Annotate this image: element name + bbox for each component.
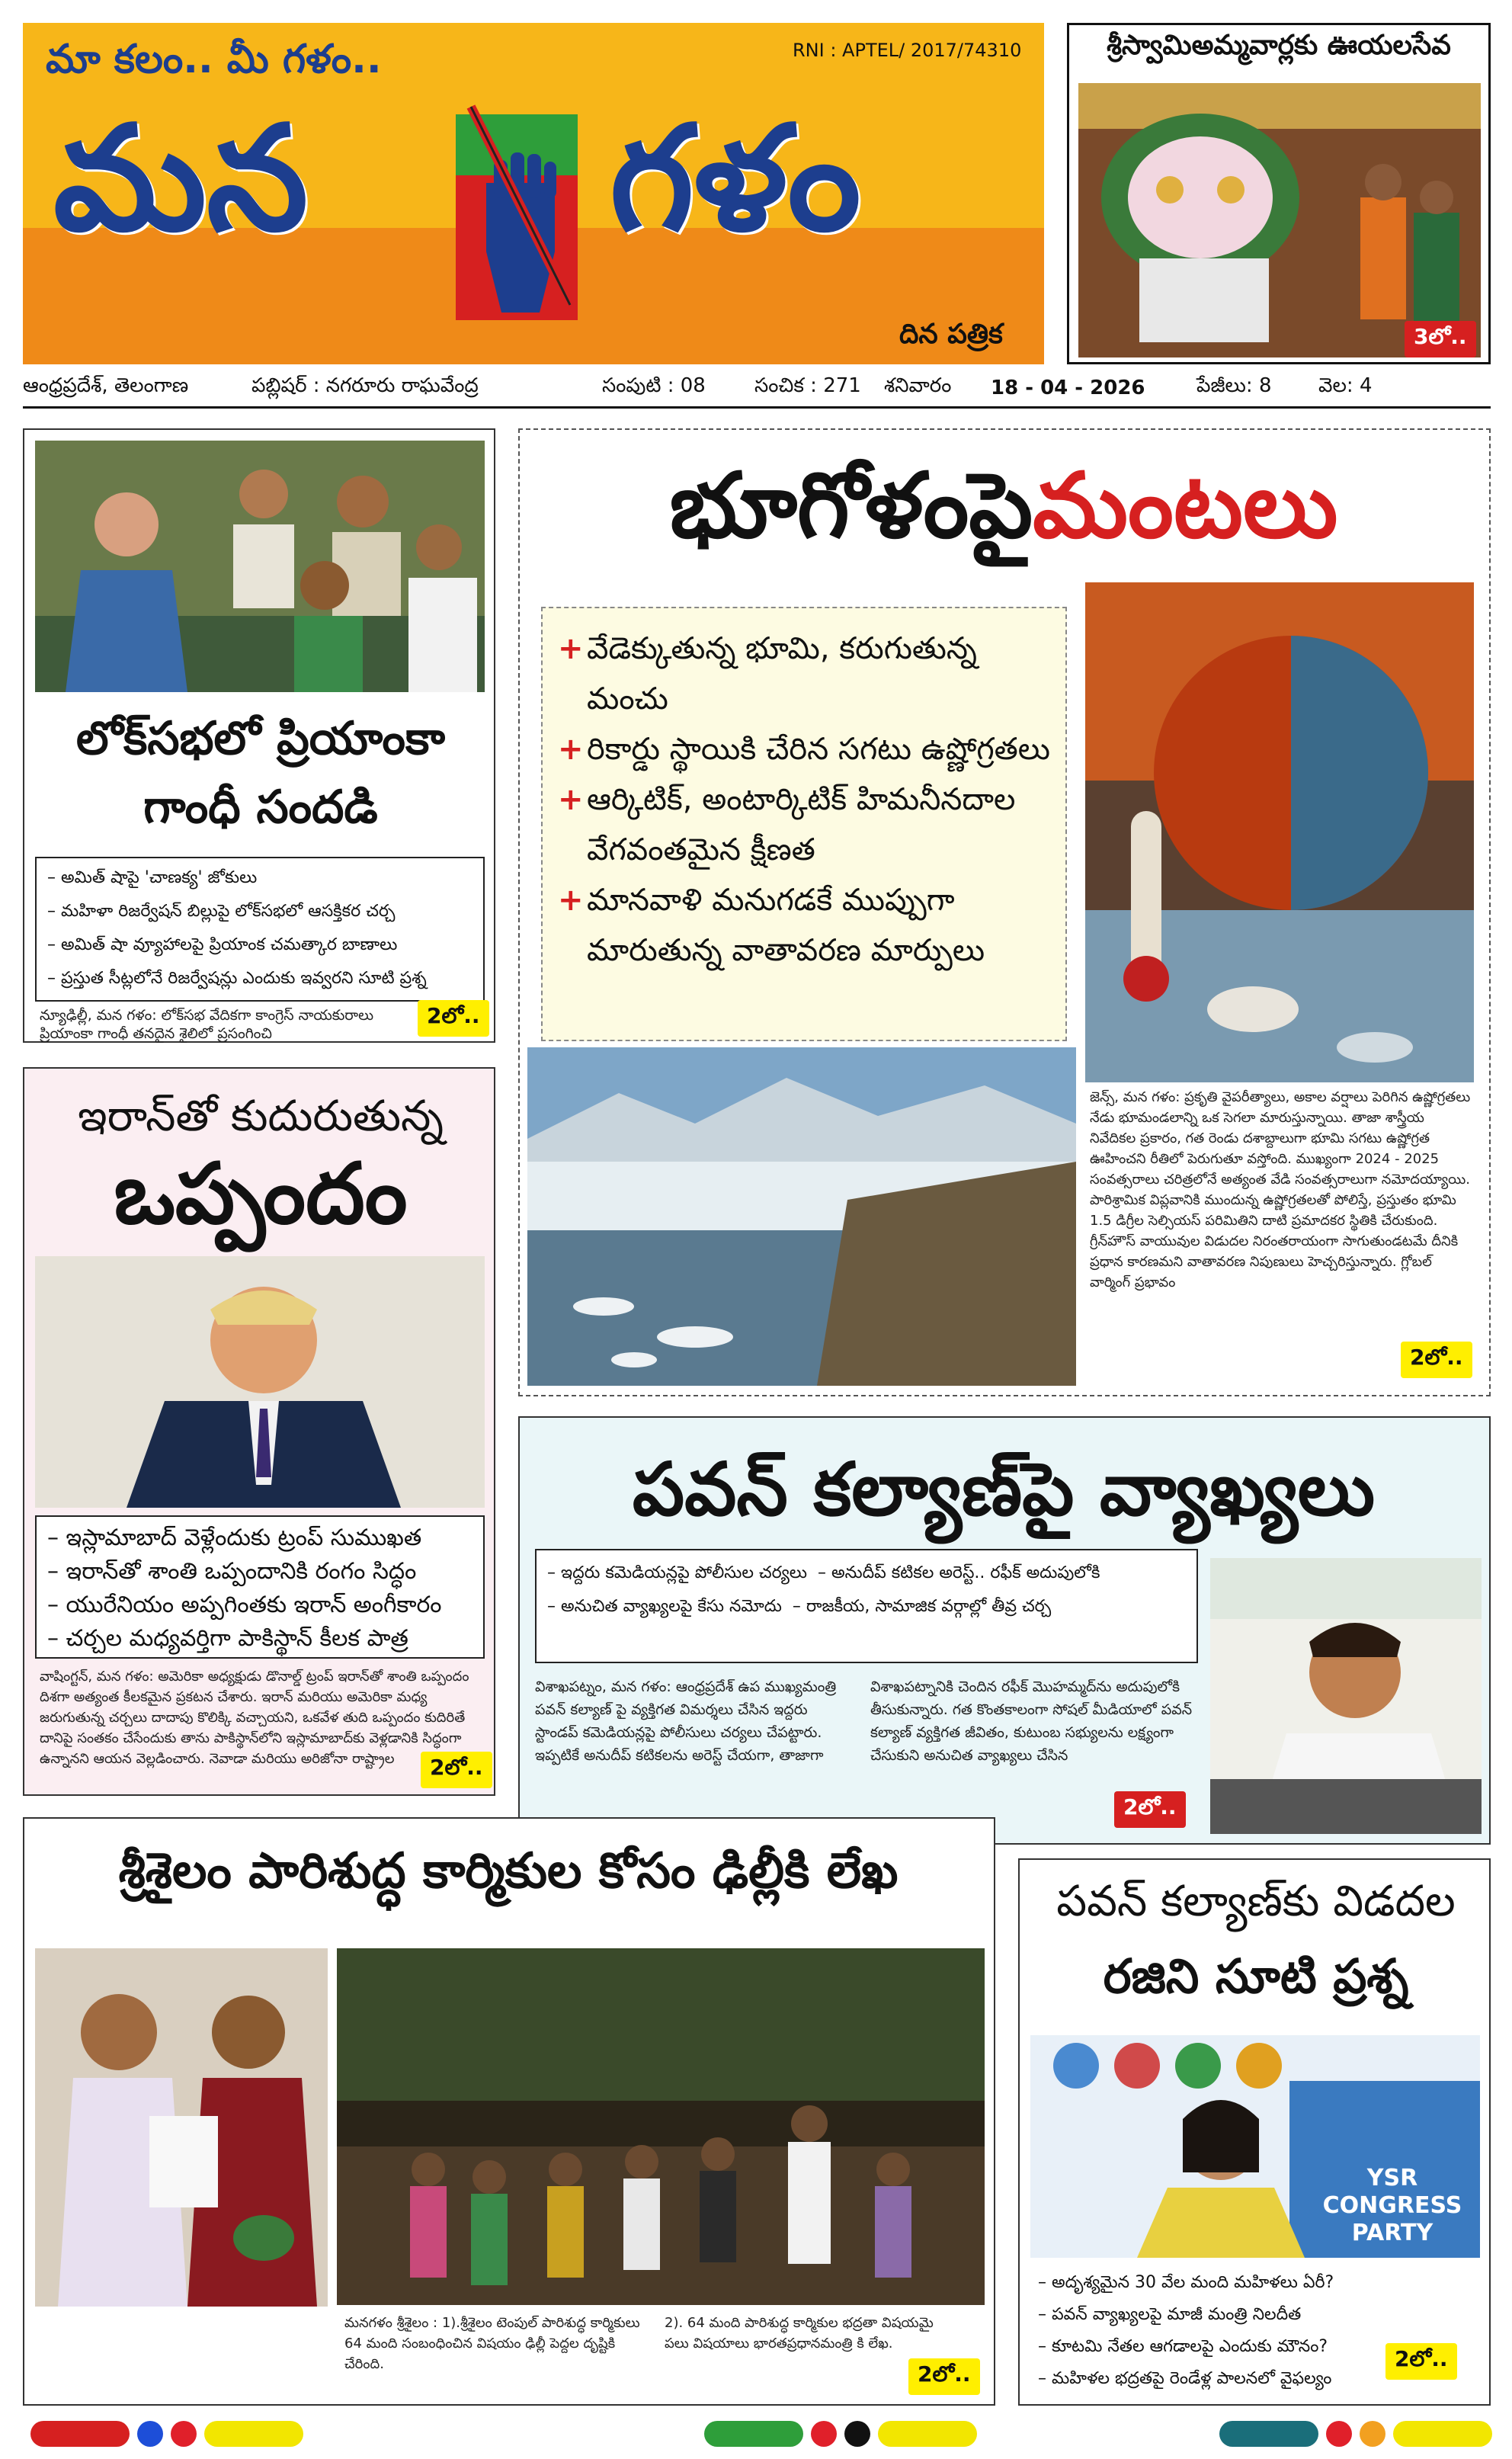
srisailam-headline[interactable]: శ్రీశైలం పారిశుద్ధ కార్మికుల కోసం ఢిల్లీకి లేఖ: [118, 1843, 899, 1900]
bullet: – పవన్ వ్యాఖ్యలపై మాజీ మంత్రి నిలదీత: [1038, 2299, 1480, 2331]
color-dot: [1360, 2421, 1385, 2447]
climate-body: జెన్స్, మన గళం: ప్రకృతి వైపరీత్యాలు, అకాల వర్షాలు పెరిగిన ఉష్ణోగ్రతలు నేడు భూమండలాన్ని ఒక సెగలా మారుస్తున్నాయి. తాజా శాస్త్రీయ నివేదికల ప్రకారం, గత రెండు దశాబ్దాలుగా భూమి సగటు ఉష్ణోగ్రత ఊహించని రీతిలో పెరుగుతూ వస్తోంది. ముఖ్యంగా 2024 - 2025 సంవత్సరాలు చరిత్రలోనే అత్యంత వేడి సంవత్సరాలుగా నమోదయ్యాయి. పారిశ్రామిక విప్లవానికి ముందున్న ఉష్ణోగ్రతలతో పోలిస్తే, ప్రస్తుతం భూమి 1.5 డిగ్రీల సెల్సియస్ పరిమితిని దాటి ప్రమాదకర స్థితికి చేరుకుంది. గ్రీన్‌హౌస్ వాయువుల విడుదల నిరంతరాయంగా సాగుతుండటమే దీనికి ప్రధాన కారణమని వాతావరణ నిపుణులు హెచ్చరిస్తున్నారు. గ్లోబల్ వార్మింగ్ ప్రభావం: [1090, 1089, 1471, 1290]
pawan-remarks-page-ref[interactable]: 2లో..: [1114, 1791, 1186, 1828]
story-priyanka[interactable]: [23, 428, 495, 1043]
bullet: – ఇస్లామాబాద్ వెళ్లేందుకు ట్రంప్ సుముఖత: [47, 1521, 472, 1555]
rni-number: RNI : APTEL/ 2017/74310: [793, 40, 1022, 61]
color-dot: [1326, 2421, 1352, 2447]
bullet: – యురేనియం అప్పగింతకు ఇరాన్ అంగీకారం: [47, 1589, 472, 1622]
info-day: శనివారం: [884, 373, 952, 397]
story-iran[interactable]: [23, 1067, 495, 1796]
footer-color-strip-right: [1219, 2421, 1492, 2447]
bullet: – అమిత్ షా వ్యూహాలపై ప్రియాంక చమత్కార బాణాలు: [47, 928, 472, 962]
story-pawan-remarks[interactable]: [518, 1416, 1491, 1845]
climate-bullet: + వేడెక్కుతున్న భూమి, కరుగుతున్న మంచు: [558, 631, 977, 717]
promo-title: శ్రీస్వామిఅమ్మవార్లకు ఊయలసేవ: [1107, 30, 1451, 61]
pawan-remarks-bullets: [535, 1549, 1198, 1663]
masthead-title-right: గళం: [610, 95, 861, 263]
climate-bullet: + రికార్డు స్థాయికి చేరిన సగటు ఉష్ణోగ్రతలు: [558, 732, 1050, 767]
bullet: – అనుచిత వ్యాఖ్యలపై కేసు నమోదు – రాజకీయ, సామాజిక వర్గాల్లో తీవ్ర చర్చ: [547, 1597, 1052, 1616]
info-date: 18 - 04 - 2026: [991, 376, 1145, 399]
story-climate[interactable]: [518, 428, 1491, 1396]
color-chip: [1219, 2421, 1318, 2447]
srisailam-caption-right: 2). 64 మంది పారిశుద్ధ కార్మికుల భద్రతా విషయమై పలు విషయాలు భారతప్రధానమంత్రి కి లేఖ.: [665, 2315, 934, 2352]
pawan-remarks-body-col1: విశాఖపట్నం, మన గళం: ఆంధ్రప్రదేశ్ ఉప ముఖ్యమంత్రి పవన్ కల్యాణ్ పై వ్యక్తిగత విమర్శలు చేసిన ఇద్దరు స్టాండప్ కమెడియన్లపై పోలీసులు చర్యలు చేపట్టారు. ఇప్పటికే అనుదీప్ కటికలను అరెస్ట్ చేయగా, తాజాగా: [535, 1678, 837, 1764]
pawan-remarks-headline[interactable]: పవన్ కల్యాణ్‌పై వ్యాఖ్యలు: [632, 1447, 1376, 1532]
iran-headline-line1[interactable]: ఇరాన్‌తో కుదురుతున్న: [78, 1092, 444, 1141]
info-states: ఆంధ్రప్రదేశ్, తెలంగాణ: [23, 373, 189, 397]
climate-headline-part2: మంటలు: [1033, 453, 1338, 558]
color-dot: [137, 2421, 163, 2447]
rajini-headline-line2[interactable]: రజిని సూటి ప్రశ్న: [1103, 1948, 1409, 2004]
iran-headline-line2[interactable]: ఒప్పందం: [114, 1145, 408, 1242]
earth-fire-ice-illustration: [1085, 582, 1474, 1082]
masthead-subtitle: దిన పత్రిక: [899, 319, 1003, 350]
color-chip: [30, 2421, 130, 2447]
trump-photo: [35, 1256, 485, 1508]
climate-bullet: + మానవాళి మనుగడకే ముప్పుగా మారుతున్న వాతావరణ మార్పులు: [558, 883, 985, 968]
masthead-tagline: మా కలం.. మీ గళం..: [46, 37, 382, 82]
promo-photo: [1078, 83, 1481, 357]
climate-headline-part1: భూగోళంపై: [669, 453, 1033, 558]
fist-pen-logo: [440, 99, 593, 328]
footer-color-strip-center: [704, 2421, 977, 2447]
rajini-headline-line1[interactable]: పవన్ కల్యాణ్‌కు విడదల: [1056, 1877, 1456, 1926]
color-chip: [704, 2421, 803, 2447]
priyanka-photo: [35, 441, 485, 692]
rajini-page-ref[interactable]: 2లో..: [1385, 2343, 1457, 2380]
priyanka-page-ref[interactable]: 2లో..: [418, 1000, 489, 1037]
color-chip: [204, 2421, 303, 2447]
climate-headline[interactable]: [535, 453, 1472, 558]
color-chip: [878, 2421, 977, 2447]
story-srisailam[interactable]: [23, 1817, 995, 2406]
footer-color-strip-left: [30, 2421, 303, 2447]
letter-handover-photo: [35, 1948, 328, 2307]
srisailam-page-ref[interactable]: 2లో..: [908, 2358, 980, 2395]
info-price: వెల: 4: [1318, 373, 1373, 397]
bullet: – ప్రస్తుత సీట్లలోనే రిజర్వేషన్లు ఎందుకు ఇవ్వరని సూటి ప్రశ్న: [47, 962, 472, 995]
promo-box[interactable]: [1067, 23, 1491, 364]
info-volume: సంపుటి : 08: [602, 373, 706, 397]
priyanka-headline[interactable]: లోక్‌సభలో ప్రియాంకా గాంధీ సందడి: [76, 712, 445, 834]
glacier-photo: [527, 1047, 1076, 1386]
bullet: – కూటమి నేతల ఆగడాలపై ఎందుకు మౌనం?: [1038, 2331, 1480, 2363]
bullet: – మహిళల భద్రతపై రెండేళ్ల పాలనలో వైఫల్యం: [1038, 2363, 1480, 2395]
priyanka-bullets: [35, 857, 485, 1002]
color-dot: [844, 2421, 870, 2447]
info-publisher: పబ్లిషర్ : నగరూరు రాఘవేంద్ర: [251, 373, 479, 397]
info-bar: [23, 369, 1491, 409]
pawan-remarks-body-col2: విశాఖపట్నానికి చెందిన రఫీక్ మొహమ్మద్‌ను అదుపులోకి తీసుకున్నారు. గత కొంతకాలంగా సోషల్ మీడియాలో పవన్ కల్యాణ్ వ్యక్తిగత జీవితం, కుటుంబ సభ్యులను లక్ష్యంగా చేసుకుని అనుచిత వ్యాఖ్యలు చేసిన: [870, 1678, 1193, 1764]
color-chip: [1393, 2421, 1492, 2447]
bullet: – మహిళా రిజర్వేషన్ బిల్లుపై లోక్‌సభలో ఆసక్తికర చర్చ: [47, 895, 472, 928]
info-issue: సంచిక : 271: [754, 373, 861, 397]
rajini-photo: [1030, 2035, 1480, 2258]
info-pages: పేజీలు: 8: [1196, 373, 1272, 397]
story-rajini[interactable]: [1018, 1858, 1491, 2406]
bullet: – ఇద్దరు కమెడియన్లపై పోలీసుల చర్యలు – అనుదీప్ కటికల అరెస్ట్.. రఫీక్ అదుపులోకి: [547, 1563, 1100, 1582]
iran-page-ref[interactable]: 2లో..: [421, 1752, 492, 1788]
workers-protest-photo: [337, 1948, 985, 2305]
climate-page-ref[interactable]: 2లో..: [1401, 1342, 1472, 1378]
iran-body: వాషింగ్టన్, మన గళం: అమెరికా అధ్యక్షుడు డొనాల్డ్ ట్రంప్ ఇరాన్‌తో శాంతి ఒప్పందం దిశగా అత్యంత కీలకమైన ప్రకటన చేశారు. ఇరాన్ మరియు అమెరికా మధ్య జరుగుతున్న చర్చలు దాదాపు కొలిక్కి వచ్చాయని, ఒకవేళ తుది ఒప్పందం కుదిరితే దానిపై సంతకం చేసేందుకు తాను పాకిస్థాన్‌లోని ఇస్లామాబాద్‌కు వెళ్లడానికి సిద్ధంగా ఉన్నానని ఆయన వెల్లడించారు. నెవాడా మరియు అరిజోనా రాష్ట్రాల: [40, 1669, 469, 1767]
bullet: – ఇరాన్‌తో శాంతి ఒప్పందానికి రంగం సిద్ధం: [47, 1555, 472, 1589]
color-dot: [811, 2421, 837, 2447]
masthead: [23, 23, 1044, 364]
bullet: – చర్చల మధ్యవర్తిగా పాకిస్థాన్ కీలక పాత్ర: [47, 1622, 472, 1656]
promo-page-ref[interactable]: 3లో..: [1405, 321, 1476, 357]
bullet: – అదృశ్యమైన 30 వేల మంది మహిళలు ఏరీ?: [1038, 2267, 1480, 2299]
color-dot: [171, 2421, 197, 2447]
iran-bullets: [35, 1515, 485, 1659]
priyanka-body: న్యూఢిల్లీ, మన గళం: లోక్‌సభ వేదికగా కాంగ్రెస్ నాయకురాలు ప్రియాంకా గాంధీ తనదైన శైలిలో ప్రసంగించి: [40, 1007, 374, 1042]
bullet: – అమిత్ షాపై 'చాణక్య' జోకులు: [47, 861, 472, 895]
ysr-party-text: YSR CONGRESS PARTY: [1322, 2165, 1462, 2246]
climate-bullet: + ఆర్కిటిక్, అంటార్కిటిక్ హిమనీనదాల వేగవంతమైన క్షీణత: [558, 782, 1016, 867]
climate-bullets: [541, 607, 1067, 1041]
srisailam-caption-left: మనగళం శ్రీశైలం : 1).శ్రీశైలం టెంపుల్ పారిశుద్ధ కార్మికులు 64 మంది సంబంధించిన విషయం ఢిల్లీ పెద్దల దృష్టికి చేరింది.: [344, 2315, 640, 2372]
pawan-photo: [1210, 1558, 1482, 1834]
masthead-title-left: మన: [53, 95, 309, 263]
